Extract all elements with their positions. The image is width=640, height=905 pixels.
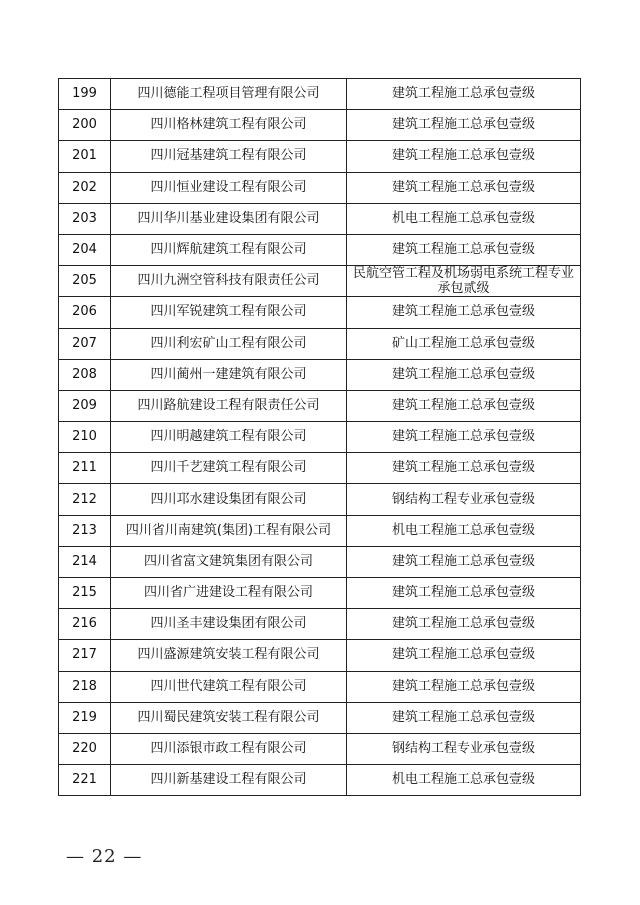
qualification-cell: 钢结构工程专业承包壹级 bbox=[347, 733, 581, 764]
page-number: — 22 — bbox=[66, 846, 143, 867]
row-number-cell: 201 bbox=[59, 141, 111, 172]
company-name-cell: 四川冠基建筑工程有限公司 bbox=[111, 141, 347, 172]
table-row bbox=[59, 640, 581, 671]
qualification-cell: 建筑工程施工总承包壹级 bbox=[347, 671, 581, 702]
row-number-cell: 220 bbox=[59, 733, 111, 764]
table-row bbox=[59, 609, 581, 640]
table-row bbox=[59, 297, 581, 328]
qualification-cell: 建筑工程施工总承包壹级 bbox=[347, 141, 581, 172]
company-name-cell: 四川省广进建设工程有限公司 bbox=[111, 578, 347, 609]
qualification-cell: 建筑工程施工总承包壹级 bbox=[347, 390, 581, 421]
row-number-cell: 212 bbox=[59, 484, 111, 515]
qualification-cell: 建筑工程施工总承包壹级 bbox=[347, 172, 581, 203]
qualification-cell: 建筑工程施工总承包壹级 bbox=[347, 234, 581, 265]
table-row bbox=[59, 141, 581, 172]
row-number-cell: 203 bbox=[59, 203, 111, 234]
table-row bbox=[59, 453, 581, 484]
company-name-cell: 四川蔺州一建建筑有限公司 bbox=[111, 359, 347, 390]
row-number-cell: 221 bbox=[59, 765, 111, 796]
row-number-cell: 205 bbox=[59, 266, 111, 297]
qualification-cell: 民航空管工程及机场弱电系统工程专业承包贰级 bbox=[347, 266, 581, 297]
table-row bbox=[59, 172, 581, 203]
row-number-cell: 211 bbox=[59, 453, 111, 484]
company-name-cell: 四川格林建筑工程有限公司 bbox=[111, 110, 347, 141]
company-name-cell: 四川蜀民建筑安装工程有限公司 bbox=[111, 702, 347, 733]
row-number-cell: 213 bbox=[59, 515, 111, 546]
company-name-cell: 四川千艺建筑工程有限公司 bbox=[111, 453, 347, 484]
row-number-cell: 206 bbox=[59, 297, 111, 328]
company-name-cell: 四川省富文建筑集团有限公司 bbox=[111, 546, 347, 577]
row-number-cell: 215 bbox=[59, 578, 111, 609]
table-row bbox=[59, 546, 581, 577]
table-row bbox=[59, 79, 581, 110]
row-number-cell: 216 bbox=[59, 609, 111, 640]
table-row bbox=[59, 578, 581, 609]
row-number-cell: 208 bbox=[59, 359, 111, 390]
table-row bbox=[59, 671, 581, 702]
row-number-cell: 217 bbox=[59, 640, 111, 671]
qualification-cell: 建筑工程施工总承包壹级 bbox=[347, 297, 581, 328]
table-row bbox=[59, 702, 581, 733]
company-name-cell: 四川新基建设工程有限公司 bbox=[111, 765, 347, 796]
company-name-cell: 四川盛源建筑安装工程有限公司 bbox=[111, 640, 347, 671]
company-name-cell: 四川恒业建设工程有限公司 bbox=[111, 172, 347, 203]
row-number-cell: 207 bbox=[59, 328, 111, 359]
table-row bbox=[59, 484, 581, 515]
qualification-cell: 建筑工程施工总承包壹级 bbox=[347, 422, 581, 453]
company-name-cell: 四川圣丰建设集团有限公司 bbox=[111, 609, 347, 640]
row-number-cell: 209 bbox=[59, 390, 111, 421]
company-name-cell: 四川军锐建筑工程有限公司 bbox=[111, 297, 347, 328]
table-row bbox=[59, 203, 581, 234]
qualification-cell: 建筑工程施工总承包壹级 bbox=[347, 609, 581, 640]
company-name-cell: 四川辉航建筑工程有限公司 bbox=[111, 234, 347, 265]
row-number-cell: 219 bbox=[59, 702, 111, 733]
table-body bbox=[59, 79, 581, 796]
row-number-cell: 218 bbox=[59, 671, 111, 702]
table-row bbox=[59, 390, 581, 421]
qualification-cell: 机电工程施工总承包壹级 bbox=[347, 765, 581, 796]
company-name-cell: 四川明越建筑工程有限公司 bbox=[111, 422, 347, 453]
qualification-cell: 建筑工程施工总承包壹级 bbox=[347, 578, 581, 609]
company-name-cell: 四川邛水建设集团有限公司 bbox=[111, 484, 347, 515]
qualification-cell: 矿山工程施工总承包壹级 bbox=[347, 328, 581, 359]
row-number-cell: 210 bbox=[59, 422, 111, 453]
qualification-cell: 机电工程施工总承包壹级 bbox=[347, 203, 581, 234]
company-name-cell: 四川省川南建筑(集团)工程有限公司 bbox=[111, 515, 347, 546]
table-row bbox=[59, 422, 581, 453]
company-name-cell: 四川添银市政工程有限公司 bbox=[111, 733, 347, 764]
company-name-cell: 四川世代建筑工程有限公司 bbox=[111, 671, 347, 702]
qualification-cell: 建筑工程施工总承包壹级 bbox=[347, 359, 581, 390]
qualification-cell: 建筑工程施工总承包壹级 bbox=[347, 702, 581, 733]
table-row bbox=[59, 733, 581, 764]
company-name-cell: 四川九洲空管科技有限责任公司 bbox=[111, 266, 347, 297]
company-name-cell: 四川德能工程项目管理有限公司 bbox=[111, 79, 347, 110]
qualification-cell: 建筑工程施工总承包壹级 bbox=[347, 110, 581, 141]
table-row bbox=[59, 515, 581, 546]
company-qualification-table bbox=[58, 78, 581, 796]
company-name-cell: 四川路航建设工程有限责任公司 bbox=[111, 390, 347, 421]
qualification-cell: 建筑工程施工总承包壹级 bbox=[347, 640, 581, 671]
row-number-cell: 199 bbox=[59, 79, 111, 110]
row-number-cell: 200 bbox=[59, 110, 111, 141]
table-row bbox=[59, 234, 581, 265]
qualification-cell: 建筑工程施工总承包壹级 bbox=[347, 79, 581, 110]
company-name-cell: 四川利宏矿山工程有限公司 bbox=[111, 328, 347, 359]
qualification-cell: 钢结构工程专业承包壹级 bbox=[347, 484, 581, 515]
table-row bbox=[59, 328, 581, 359]
table-row bbox=[59, 359, 581, 390]
row-number-cell: 204 bbox=[59, 234, 111, 265]
table-row bbox=[59, 765, 581, 796]
qualification-cell: 机电工程施工总承包壹级 bbox=[347, 515, 581, 546]
qualification-cell: 建筑工程施工总承包壹级 bbox=[347, 546, 581, 577]
qualification-cell: 建筑工程施工总承包壹级 bbox=[347, 453, 581, 484]
company-name-cell: 四川华川基业建设集团有限公司 bbox=[111, 203, 347, 234]
row-number-cell: 214 bbox=[59, 546, 111, 577]
table-row bbox=[59, 110, 581, 141]
row-number-cell: 202 bbox=[59, 172, 111, 203]
table-row bbox=[59, 266, 581, 297]
